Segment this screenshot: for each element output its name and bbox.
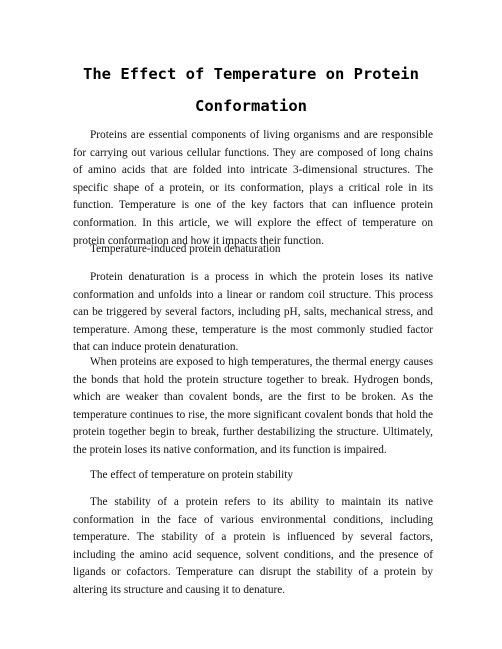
section-heading-denaturation: Temperature-induced protein denaturation xyxy=(90,243,281,255)
stability-paragraph: The stability of a protein refers to its ability to maintain its native conformation in the face of various environmental conditions, including temperature. The stability of a protein is influenced by several factors, including the amino acid sequence, solvent conditions, and the presence of ligands or cofactors. Temperature can disrupt the stability of a protein by altering its structure and causing it to denature. xyxy=(73,496,433,596)
document-title-line-2: Conformation xyxy=(195,97,307,115)
high-temperature-paragraph: When proteins are exposed to high temperatures, the thermal energy causes the bonds that hold the protein structure together to break. Hydrogen bonds, which are weaker than covalent bonds, are the first to be broken. As the temperature continues to rise, the more significant covalent bonds that hold the protein together begin to break, further destabilizing the structure. Ultimately, the protein loses its native conformation, and its function is impaired. xyxy=(73,356,433,456)
denaturation-paragraph: Protein denaturation is a process in which the protein loses its native conformation and unfolds into a linear or random coil structure. This process can be triggered by several factors, including pH, salts, mechanical stress, and temperature. Among these, temperature is the most commonly studied factor that can induce protein denaturation. xyxy=(73,271,433,354)
document-title-line-1: The Effect of Temperature on Protein xyxy=(83,65,419,83)
intro-paragraph: Proteins are essential components of living organisms and are responsible for carrying out various cellular functions. They are composed of long chains of amino acids that are folded into intricate 3-dimensional structures. The specific shape of a protein, or its conformation, plays a critical role in its function. Temperature is one of the key factors that can influence protein conformation. In this article, we will explore the effect of temperature on protein conformation and how it impacts their function. xyxy=(73,129,433,247)
section-heading-stability: The effect of temperature on protein stability xyxy=(90,469,294,481)
